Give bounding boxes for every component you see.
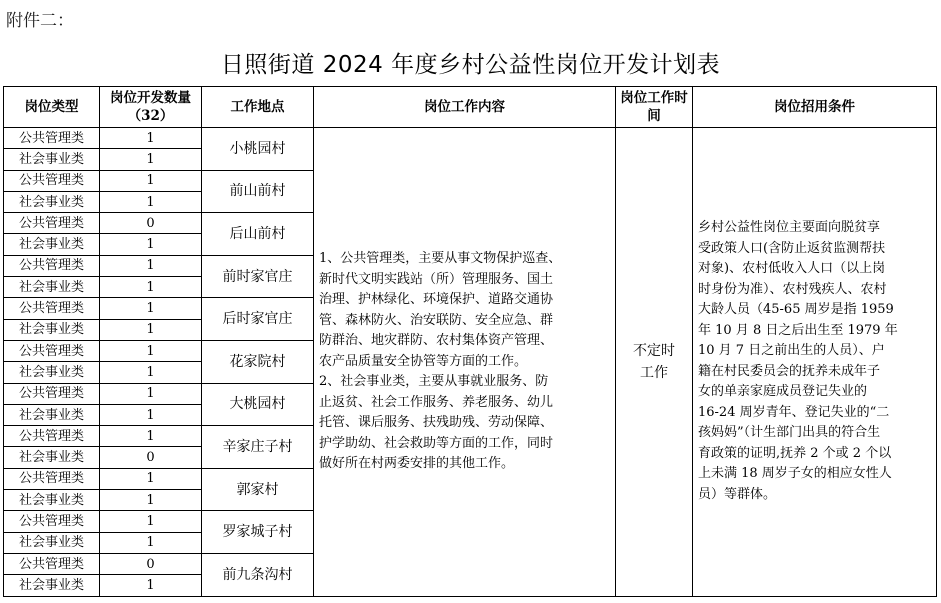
position-count-cell: 1 <box>100 255 202 276</box>
position-type-cell: 公共管理类 <box>4 170 100 191</box>
work-time-text: 不定时工作 <box>633 342 675 381</box>
position-type-cell: 公共管理类 <box>4 511 100 532</box>
hiring-condition-line: 受政策人口(含防止返贫监测帮扶 <box>698 240 886 256</box>
work-content-line: 管、森林防火、治安联防、安全应急、群 <box>319 312 554 328</box>
header-count: 岗位开发数量（32） <box>100 87 202 128</box>
hiring-condition-line: 乡村公益性岗位主要面向脱贫享 <box>698 220 881 236</box>
work-location-cell: 花家院村 <box>202 340 314 383</box>
page-title: 日照街道 2024 年度乡村公益性岗位开发计划表 <box>220 52 721 78</box>
position-type-cell: 公共管理类 <box>4 213 100 234</box>
position-count-cell: 1 <box>100 277 202 298</box>
position-type-cell: 社会事业类 <box>4 447 100 468</box>
header-location: 工作地点 <box>202 87 314 128</box>
work-location-cell: 罗家城子村 <box>202 511 314 554</box>
work-content-line: 1、公共管理类，主要从事文物保护巡查、 <box>319 251 562 267</box>
work-content-line: 防群治、地灾群防、农村集体资产管理、 <box>319 333 554 349</box>
work-location-cell: 前时家官庄 <box>202 255 314 298</box>
work-content-cell <box>314 128 616 597</box>
hiring-condition-line: 孩妈妈”（计生部门出具的符合生 <box>698 425 881 441</box>
position-count-cell: 1 <box>100 191 202 212</box>
hiring-condition-line: 员）等群体。 <box>698 486 777 502</box>
position-count-cell: 1 <box>100 128 202 149</box>
position-count-cell: 1 <box>100 426 202 447</box>
position-type-cell: 公共管理类 <box>4 340 100 361</box>
hiring-condition-line: 大龄人员（45-65 周岁是指 1959 <box>698 302 894 318</box>
hiring-condition-line: 女的单亲家庭成员登记失业的 <box>698 384 868 400</box>
work-location-cell: 大桃园村 <box>202 383 314 426</box>
hiring-condition-line: 育政策的证明,抚养 2 个或 2 个以 <box>698 445 892 461</box>
position-type-cell: 社会事业类 <box>4 234 100 255</box>
position-count-cell: 0 <box>100 553 202 574</box>
position-type-cell: 公共管理类 <box>4 255 100 276</box>
position-type-cell: 公共管理类 <box>4 383 100 404</box>
position-count-cell: 0 <box>100 447 202 468</box>
work-location-cell: 郭家村 <box>202 468 314 511</box>
position-type-cell: 社会事业类 <box>4 319 100 340</box>
header-conditions: 岗位招用条件 <box>693 87 937 128</box>
work-location-cell: 后山前村 <box>202 213 314 256</box>
work-content-line: 止返贫、社会工作服务、养老服务、幼儿 <box>319 394 554 410</box>
position-count-cell: 1 <box>100 298 202 319</box>
table-row <box>4 128 937 149</box>
work-content-line: 新时代文明实践站（所）管理服务、国土 <box>319 271 554 287</box>
header-content: 岗位工作内容 <box>314 87 616 128</box>
attachment-label: 附件二： <box>6 11 74 31</box>
hiring-condition-line: 时身份为准）、农村残疾人、农村 <box>698 281 887 297</box>
hiring-condition-line: 对象)、农村低收入人口（以上岗 <box>698 261 886 277</box>
work-content-line: 护学助幼、社会救助等方面的工作，同时 <box>319 435 554 451</box>
position-type-cell: 社会事业类 <box>4 490 100 511</box>
position-count-cell: 1 <box>100 404 202 425</box>
work-content-line: 治理、护林绿化、环境保护、道路交通协 <box>319 292 554 308</box>
position-count-cell: 1 <box>100 170 202 191</box>
position-type-cell: 社会事业类 <box>4 191 100 212</box>
work-content-line: 2、社会事业类，主要从事就业服务、防 <box>319 374 549 390</box>
position-type-cell: 公共管理类 <box>4 298 100 319</box>
position-type-cell: 公共管理类 <box>4 426 100 447</box>
position-type-cell: 社会事业类 <box>4 575 100 596</box>
position-count-cell: 1 <box>100 511 202 532</box>
work-location-cell: 后时家官庄 <box>202 298 314 341</box>
position-type-cell: 社会事业类 <box>4 149 100 170</box>
hiring-condition-line: 上未满 18 周岁子女的相应女性人 <box>698 466 892 482</box>
work-location-cell: 辛家庄子村 <box>202 426 314 469</box>
work-location-cell: 前九条沟村 <box>202 553 314 596</box>
work-content-line: 农产品质量安全协管等方面的工作。 <box>319 353 528 369</box>
position-type-cell: 社会事业类 <box>4 532 100 553</box>
position-plan-table <box>3 86 937 597</box>
position-count-cell: 1 <box>100 319 202 340</box>
position-type-cell: 公共管理类 <box>4 468 100 489</box>
position-type-cell: 社会事业类 <box>4 277 100 298</box>
position-type-cell: 公共管理类 <box>4 128 100 149</box>
hiring-condition-line: 16-24 周岁青年、登记失业的“二 <box>698 404 890 420</box>
position-count-cell: 1 <box>100 340 202 361</box>
position-type-cell: 社会事业类 <box>4 362 100 383</box>
header-time: 岗位工作时间 <box>616 87 693 128</box>
position-count-cell: 0 <box>100 213 202 234</box>
position-count-cell: 1 <box>100 149 202 170</box>
hiring-condition-line: 10 月 7 日之前出生的人员）、户 <box>698 343 885 359</box>
table-header-row <box>4 87 937 128</box>
position-count-cell: 1 <box>100 234 202 255</box>
work-content-line: 托管、课后服务、扶残助残、劳动保障、 <box>319 415 554 431</box>
work-time-cell <box>616 128 693 597</box>
position-count-cell: 1 <box>100 383 202 404</box>
position-count-cell: 1 <box>100 468 202 489</box>
hiring-condition-line: 籍在村民委员会的抚养未成年子 <box>698 363 881 379</box>
header-type: 岗位类型 <box>4 87 100 128</box>
work-content-line: 做好所在村两委安排的其他工作。 <box>319 456 515 472</box>
work-location-cell: 小桃园村 <box>202 128 314 171</box>
position-count-cell: 1 <box>100 575 202 596</box>
position-type-cell: 公共管理类 <box>4 553 100 574</box>
position-type-cell: 社会事业类 <box>4 404 100 425</box>
table-body <box>4 128 937 597</box>
position-count-cell: 1 <box>100 490 202 511</box>
hiring-conditions-cell <box>693 128 937 597</box>
work-location-cell: 前山前村 <box>202 170 314 213</box>
hiring-condition-line: 年 10 月 8 日之后出生至 1979 年 <box>698 322 898 338</box>
position-count-cell: 1 <box>100 362 202 383</box>
position-count-cell: 1 <box>100 532 202 553</box>
